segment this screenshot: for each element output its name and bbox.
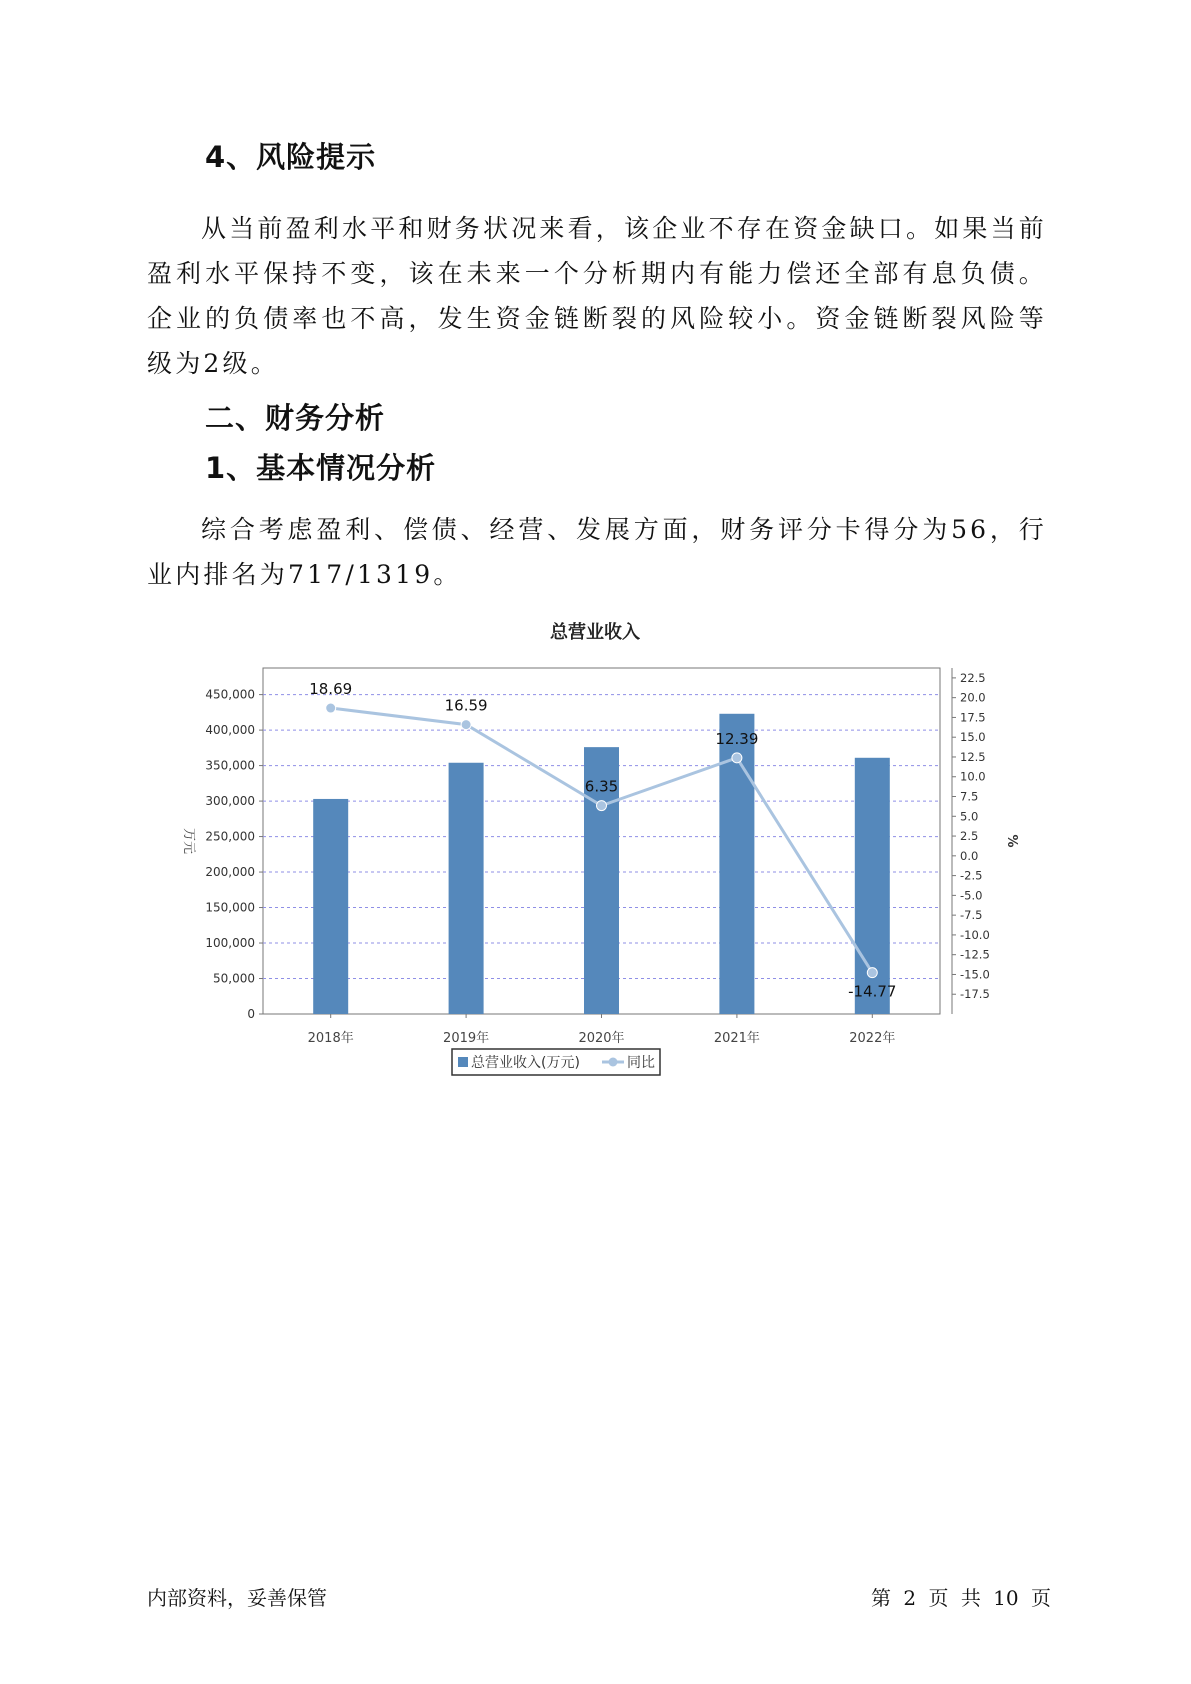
- yoy-point: [326, 703, 336, 713]
- y2-tick-label: 20.0: [960, 690, 986, 705]
- y2-tick-label: -7.5: [960, 908, 983, 923]
- y2-tick-label: 12.5: [960, 749, 986, 764]
- legend-line-label: 同比: [627, 1055, 655, 1071]
- legend-line-marker: [609, 1058, 618, 1067]
- y2-tick-label: -10.0: [960, 927, 990, 942]
- yoy-point: [597, 801, 607, 811]
- legend-bar-swatch: [458, 1057, 468, 1067]
- y-tick-label: 0: [247, 1007, 255, 1021]
- y2-tick-label: 7.5: [960, 789, 979, 804]
- x-tick-label: 2021年: [713, 1031, 760, 1046]
- yoy-data-label: 16.59: [444, 696, 488, 715]
- y-tick-label: 350,000: [205, 758, 255, 773]
- y2-tick-label: -5.0: [960, 888, 983, 903]
- y2-tick-label: 5.0: [960, 809, 979, 824]
- y-tick-label: 250,000: [205, 829, 255, 844]
- y-tick-label: 50,000: [213, 971, 255, 986]
- yoy-data-label: 12.39: [715, 729, 759, 748]
- yoy-point: [461, 720, 471, 730]
- revenue-bar: [449, 763, 484, 1014]
- chart-title: 总营业收入: [550, 622, 640, 643]
- y2-tick-label: -2.5: [960, 868, 983, 883]
- basic-paragraph: 综合考虑盈利、偿债、经营、发展方面，财务评分卡得分为56，行业内排名为717/1319。: [147, 515, 1047, 589]
- x-tick-label: 2019年: [443, 1031, 490, 1046]
- revenue-bar: [313, 799, 348, 1014]
- y2-tick-label: 2.5: [960, 829, 979, 844]
- y2-tick-label: 15.0: [960, 730, 986, 745]
- finance-heading: 二、财务分析: [205, 401, 386, 435]
- revenue-chart-svg: [170, 612, 1030, 1082]
- y2-axis-title: %: [1004, 834, 1019, 848]
- risk-paragraph: 从当前盈利水平和财务状况来看，该企业不存在资金缺口。如果当前盈利水平保持不变，该在未来一个分析期内有能力偿还全部有息负债。企业的负债率也不高，发生资金链断裂的风险较小。资金链断裂风险等级为2级。: [147, 214, 1048, 378]
- y2-tick-label: -17.5: [960, 987, 990, 1002]
- y-tick-label: 200,000: [205, 865, 255, 880]
- yoy-data-label: 6.35: [584, 777, 619, 796]
- y-tick-label: 400,000: [205, 723, 255, 738]
- y2-tick-label: 22.5: [960, 670, 986, 685]
- y2-tick-label: -15.0: [960, 967, 990, 982]
- yoy-point: [867, 968, 877, 978]
- basic-heading: 1、基本情况分析: [205, 451, 437, 485]
- x-tick-label: 2022年: [849, 1031, 896, 1046]
- y-axis-title: 万元: [181, 827, 196, 855]
- y-tick-label: 100,000: [205, 936, 255, 951]
- revenue-chart: [170, 612, 1030, 1082]
- x-tick-label: 2020年: [578, 1031, 625, 1046]
- y2-tick-label: 17.5: [960, 710, 986, 725]
- footer-page-number: 第 2 页 共 10 页: [871, 1586, 1051, 1610]
- y-tick-label: 150,000: [205, 900, 255, 915]
- yoy-data-label: -14.77: [848, 982, 897, 1001]
- y-tick-label: 300,000: [205, 794, 255, 809]
- yoy-data-label: 18.69: [309, 680, 353, 699]
- y2-tick-label: -12.5: [960, 947, 990, 962]
- legend-bar-label: 总营业收入(万元): [471, 1055, 580, 1071]
- y-tick-label: 450,000: [205, 687, 255, 702]
- risk-heading: 4、风险提示: [205, 140, 377, 174]
- x-tick-label: 2018年: [307, 1031, 354, 1046]
- footer-confidential: 内部资料，妥善保管: [147, 1586, 327, 1610]
- y2-tick-label: 10.0: [960, 769, 986, 784]
- y2-tick-label: 0.0: [960, 848, 979, 863]
- yoy-point: [732, 753, 742, 763]
